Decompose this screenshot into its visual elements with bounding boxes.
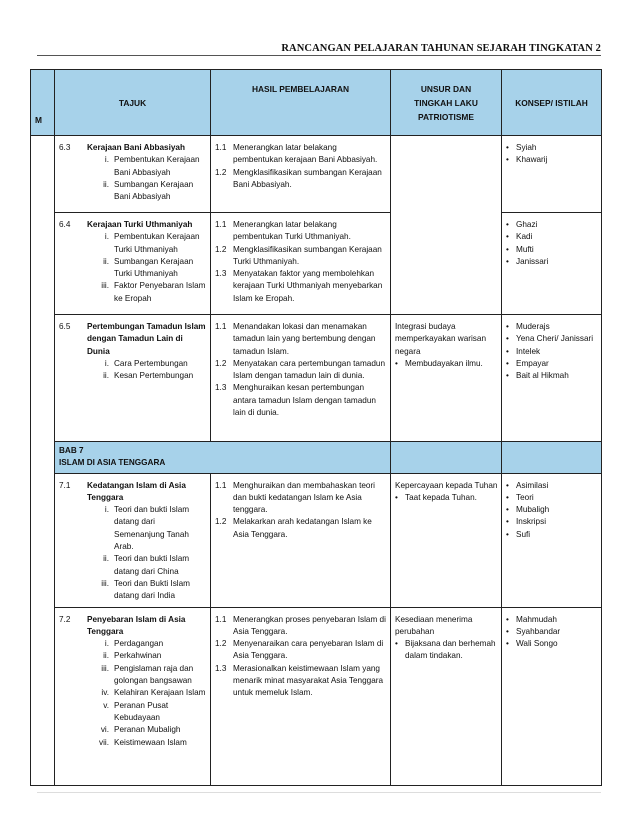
chapter-number: BAB 7 (59, 446, 84, 455)
chapter-name: ISLAM DI ASIA TENGGARA (59, 458, 166, 468)
outcome-item: 1.2 Menyatakan cara pertembungan tamadun Islam dengan tamadun lain di dunia. (215, 358, 386, 381)
subtopic: iii. Teori dan Bukti Islam datang dari India (101, 578, 190, 601)
col-header-unsur (391, 70, 502, 136)
hasil-cell (211, 607, 391, 785)
table-row (31, 607, 602, 785)
topic-number: 6.3 (59, 143, 71, 152)
outcome-item: 1.3 Merasionalkan keistimewaan Islam yang menarik minat masyarakat Asia Tenggara untuk memeluk Islam. (215, 663, 384, 698)
topic-title: Kerajaan Bani Abbasiyah (87, 143, 185, 152)
unsur-cell (391, 315, 502, 442)
chapter-blank-cell (391, 442, 502, 474)
m-cell (31, 607, 55, 785)
outcome-item: 1.1 Menerangkan proses penyebaran Islam di Asia Tenggara. (215, 614, 386, 636)
hasil-cell (211, 315, 391, 442)
subtopic: i. Pembentukan Kerajaan Turki Uthmaniyah (104, 232, 200, 254)
konsep-cell (502, 213, 602, 315)
topic-number: 7.1 (59, 480, 71, 490)
chapter-row (31, 442, 602, 474)
hasil-cell (211, 136, 391, 213)
outcome-item: 1.1 Menerangkan latar belakang pembentukan Turki Uthmaniyah. (215, 220, 351, 242)
term-item: • Teori (506, 492, 534, 502)
col-header-konsep: KONSEP/ ISTILAH (502, 70, 602, 136)
subtopic: i. Perdagangan (104, 639, 164, 649)
lesson-plan-table (30, 69, 602, 786)
tajuk-cell (55, 213, 211, 315)
term-item: • Mahmudah (506, 614, 557, 624)
outcome-item: 1.1 Menerangkan latar belakang pembentukan kerajaan Bani Abbasiyah. (215, 143, 378, 165)
term-item: • Syiah (506, 143, 537, 152)
subtopic: ii. Perkahwinan (103, 651, 162, 661)
tajuk-cell (55, 607, 211, 785)
subtopic: iii. Pengislaman raja dan golongan bangsawan (101, 663, 194, 686)
term-item: • Empayar (506, 358, 549, 368)
tajuk-cell (55, 315, 211, 442)
table-row (31, 213, 602, 315)
outcome-item: 1.2 Mengklasifikasikan sumbangan Kerajaan Bani Abbasiyah. (215, 167, 382, 189)
m-cell (31, 213, 55, 315)
table-row (31, 315, 602, 442)
term-item: • Sufi (506, 529, 531, 539)
unsur-cell (391, 136, 502, 315)
outcome-item: 1.2 Melakarkan arah kedatangan Islam ke Asia Tenggara. (215, 517, 372, 539)
outcome-item: 1.1 Menandakan lokasi dan menamakan tamadun lain yang bertembung dengan tamadun Islam. (215, 322, 376, 356)
topic-title: Kedatangan Islam di Asia Tenggara (87, 480, 186, 502)
value-item: • Taat kepada Tuhan. (395, 492, 477, 502)
term-item: • Inskripsi (506, 517, 547, 527)
m-cell (31, 136, 55, 213)
term-item: • Asimilasi (506, 480, 549, 490)
m-cell (31, 473, 55, 607)
topic-title: Penyebaran Islam di Asia Tenggara (87, 614, 186, 636)
value-text: Integrasi budaya memperkayakan warisan negara (395, 322, 487, 356)
tajuk-cell (55, 136, 211, 213)
subtopic: i. Pembentukan Kerajaan Bani Abbasiyah (104, 155, 200, 177)
chapter-title (55, 442, 391, 474)
subtopic: iv. Kelahiran Kerajaan Islam (101, 688, 206, 698)
term-item: • Wali Songo (506, 639, 558, 649)
page-header-title: RANCANGAN PELAJARAN TAHUNAN SEJARAH TINGKATAN 2 (281, 43, 601, 54)
outcome-item: 1.3 Menghuraikan kesan pertembungan antara tamadun Islam dengan tamadun lain di dunia. (215, 383, 376, 418)
value-item: • Membudayakan ilmu. (395, 358, 483, 368)
outcome-item: 1.1 Menghuraikan dan membahaskan teori dan bukti kedatangan Islam ke Asia tenggara. (215, 480, 376, 515)
outcome-item: 1.3 Menyatakan faktor yang membolehkan kerajaan Turki Uthmaniyah menyebarkan Islam ke Eropah. (215, 269, 383, 303)
chapter-blank-cell (502, 442, 602, 474)
unsur-cell (391, 473, 502, 607)
subtopic: vi. Peranan Mubaligh (100, 725, 181, 735)
konsep-cell (502, 136, 602, 213)
col-header-tajuk: TAJUK (55, 70, 211, 136)
outcome-item: 1.2 Mengklasifikasikan sumbangan Kerajaan Turki Uthmaniyah. (215, 244, 382, 266)
table-row (31, 473, 602, 607)
col-header-unsur-line1: UNSUR DAN (420, 83, 472, 94)
subtopic: ii. Teori dan bukti Islam datang dari China (103, 554, 190, 576)
term-item: • Mufti (506, 244, 534, 254)
konsep-cell (502, 473, 602, 607)
topic-title: Pertembungan Tamadun Islam dengan Tamadun Lain di Dunia (87, 322, 206, 356)
col-header-unsur-line2: TINGKAH LAKU (414, 97, 478, 108)
subtopic: ii. Sumbangan Kerajaan Bani Abbasiyah (103, 179, 194, 202)
term-item: • Kadi (506, 232, 533, 242)
topic-number: 6.5 (59, 322, 71, 331)
term-item: • Mubaligh (506, 505, 550, 515)
m-cell (31, 442, 55, 474)
col-header-hasil: HASIL PEMBELAJARAN (211, 70, 391, 136)
value-text: Kepercayaan kepada Tuhan (395, 480, 498, 490)
topic-number: 7.2 (59, 614, 71, 624)
col-header-m: M (31, 70, 55, 136)
term-item: • Ghazi (506, 220, 538, 229)
subtopic: i. Cara Pertembungan (104, 358, 188, 368)
outcome-item: 1.2 Menyenaraikan cara penyebaran Islam di Asia Tenggara. (215, 639, 384, 661)
tajuk-cell (55, 473, 211, 607)
subtopic: i. Teori dan bukti Islam datang dari Semenanjung Tanah Arab. (104, 505, 190, 552)
hasil-cell (211, 473, 391, 607)
header-rule (37, 55, 601, 56)
value-item: • Bijaksana dan berhemah dalam tindakan. (395, 639, 496, 661)
term-item: • Yena Cheri/ Janissari (506, 334, 594, 344)
term-item: • Syahbandar (506, 626, 561, 636)
term-item: • Bait al Hikmah (506, 371, 569, 381)
term-item: • Intelek (506, 346, 541, 356)
table-header-row (31, 70, 602, 136)
term-item: • Khawarij (506, 155, 548, 165)
subtopic: iii. Faktor Penyebaran Islam ke Eropah (101, 281, 206, 303)
subtopic: ii. Kesan Pertembungan (103, 371, 194, 381)
konsep-cell (502, 607, 602, 785)
term-item: • Janissari (506, 256, 549, 266)
topic-number: 6.4 (59, 220, 71, 229)
col-header-unsur-line3: PATRIOTISME (418, 111, 474, 122)
subtopic: ii. Sumbangan Kerajaan Turki Uthmaniyah (103, 256, 194, 279)
hasil-cell (211, 213, 391, 315)
topic-title: Kerajaan Turki Uthmaniyah (87, 220, 193, 229)
table-row (31, 136, 602, 213)
term-item: • Muderajs (506, 322, 550, 331)
unsur-cell (391, 607, 502, 785)
m-cell (31, 315, 55, 442)
footer-rule (37, 792, 601, 793)
subtopic: vii. Keistimewaan Islam (98, 737, 187, 747)
value-text: Kesediaan menerima perubahan (395, 614, 473, 636)
konsep-cell (502, 315, 602, 442)
subtopic: v. Peranan Pusat Kebudayaan (103, 700, 169, 722)
